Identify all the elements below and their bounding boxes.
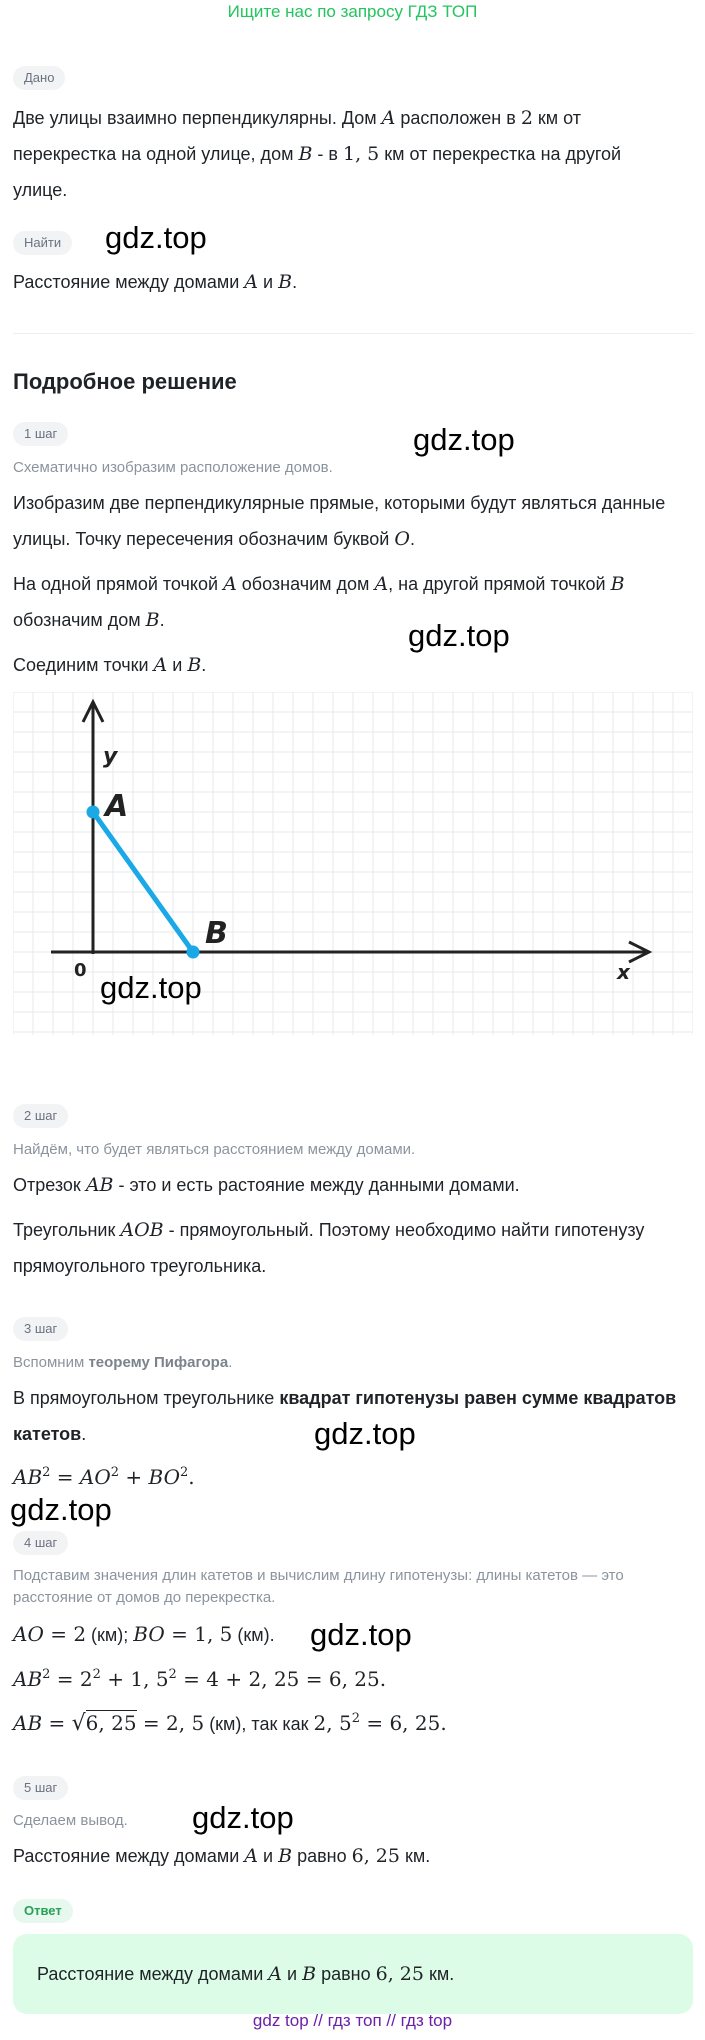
- step-2-text-line3: прямоугольного треугольника.: [13, 1256, 267, 1276]
- given-badge: Дано: [13, 66, 65, 90]
- answer-badge: Ответ: [13, 1899, 73, 1923]
- step-4-line2: $AB^2 = 2^2 + 1$, $5^2 = 4 + 2$, 25 = 6, 25.: [13, 1667, 387, 1691]
- step-4-line3: AB = √6, 25 = 2, 5 (км), так как 2, $5^2 = 6$, 25.: [13, 1711, 447, 1736]
- step-1-text-line1: Изобразим две перпендикулярные прямые, которыми будут являться данные: [13, 493, 666, 513]
- segment-ab: [93, 812, 193, 952]
- point-b: [187, 946, 200, 959]
- point-a: [87, 806, 100, 819]
- given-text-line1: Две улицы взаимно перпендикулярны. Дом A расположен в 2 км от: [13, 107, 582, 129]
- step-1-badge: 1 шаг: [13, 422, 68, 446]
- watermark: gdz.top: [408, 618, 510, 653]
- step-1-text-line3: На одной прямой точкой A обозначим дом A, на другой прямой точкой B: [13, 573, 625, 595]
- step-2-text-line2: Треугольник AOB - прямоугольный. Поэтому необходимо найти гипотенузу: [13, 1219, 645, 1241]
- step-2-text-line1: Отрезок AB - это и есть растояние между данными домами.: [13, 1174, 520, 1196]
- footer-links[interactable]: gdz top // гдз топ // гдз top: [252, 2011, 453, 2030]
- given-text-line2: перекрестка на одной улице, дом B - в 1, 5 км от перекрестка на другой: [13, 143, 622, 165]
- step-4-line1: AO = 2 (км); BO = 1, 5 (км).: [13, 1622, 275, 1646]
- x-axis-label: x: [617, 960, 630, 984]
- search-hint-link[interactable]: Ищите нас по запросу ГДЗ ТОП: [227, 2, 478, 21]
- step-5-text: Расстояние между домами A и B равно 6, 25 км.: [13, 1845, 431, 1867]
- watermark: gdz.top: [100, 970, 202, 1005]
- step-2-hint: Найдём, что будет являться расстоянием между домами.: [13, 1141, 416, 1158]
- step-3-badge: 3 шаг: [13, 1317, 68, 1341]
- y-axis-label: y: [103, 744, 118, 769]
- watermark: gdz.top: [413, 422, 515, 457]
- watermark: gdz.top: [10, 1492, 112, 1527]
- step-4-badge: 4 шаг: [13, 1531, 68, 1555]
- solution-title: Подробное решение: [13, 369, 237, 394]
- section-divider: [13, 333, 693, 334]
- step-5-badge: 5 шаг: [13, 1776, 68, 1800]
- step-5-hint: Сделаем вывод.: [13, 1812, 128, 1829]
- point-a-label: A: [105, 789, 129, 824]
- given-text-line3: улице.: [13, 180, 68, 200]
- step-1-text-line5: Соединим точки A и B.: [13, 654, 207, 676]
- step-1-hint: Схематично изобразим расположение домов.: [13, 459, 333, 476]
- find-badge: Найти: [13, 231, 72, 255]
- step-1-text-line4: обозначим дом B.: [13, 609, 165, 631]
- find-text: Расстояние между домами A и B.: [13, 271, 298, 293]
- step-4-hint-line1: Подставим значения длин катетов и вычислим длину гипотенузы: длины катетов — это: [13, 1567, 624, 1584]
- step-2-badge: 2 шаг: [13, 1104, 68, 1128]
- step-4-hint-line2: расстояние от домов до перекрестка.: [13, 1589, 276, 1606]
- step-3-hint: Вспомним теорему Пифагора.: [13, 1354, 233, 1371]
- watermark: gdz.top: [192, 1800, 294, 1835]
- pythagorean-formula: $AB^2 = AO^2 + BO^2$.: [13, 1465, 195, 1489]
- origin-label: 0: [74, 960, 87, 981]
- point-b-label: B: [205, 916, 228, 951]
- step-1-text-line2: улицы. Точку пересечения обозначим буквой O.: [13, 528, 415, 550]
- step-3-text-line2: катетов.: [13, 1424, 87, 1444]
- answer-text: Расстояние между домами A и B равно 6, 25 км.: [37, 1963, 455, 1985]
- watermark: gdz.top: [310, 1617, 412, 1652]
- watermark: gdz.top: [105, 220, 207, 255]
- step-3-text-line1: В прямоугольном треугольнике квадрат гипотенузы равен сумме квадратов: [13, 1388, 677, 1408]
- watermark: gdz.top: [314, 1416, 416, 1451]
